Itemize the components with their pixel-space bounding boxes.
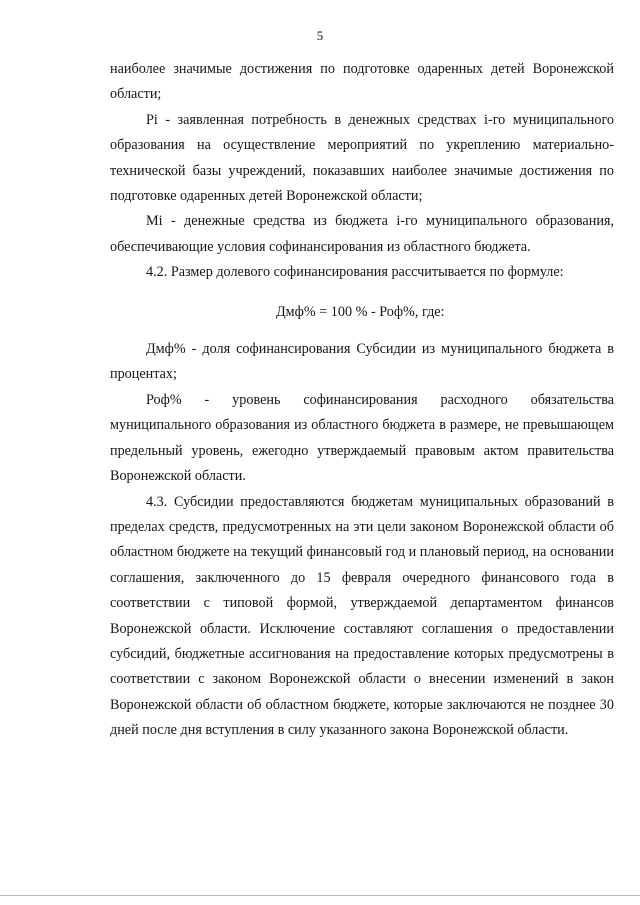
bottom-rule	[0, 895, 640, 896]
paragraph-pi-definition: Pi - заявленная потребность в денежных средствах i-го муниципального образования на осуществление мероприятий по укреплению материально-технической базы учреждений, показавших наиболее значимые достижения по подготовке одаренных детей Воронежской области;	[110, 111, 614, 205]
formula: Дмф% = 100 % - Роф%, где:	[276, 303, 445, 320]
paragraph-4-3: 4.3. Субсидии предоставляются бюджетам муниципальных образований в пределах средств, предусмотренных на эти цели законом Воронежской области об областном бюджете на текущий финансовый год и плановый период, на основании соглашения, заключенного до 15 февраля очередного финансового года в соответствии с типовой формой, утверждаемой департаментом финансов Воронежской области. Исключение составляют соглашения о предоставлении субсидий, бюджетные ассигнования на предоставление которых предусмотрены в соответствии с законом Воронежской области о внесении изменений в закон Воронежской области об областном бюджете, которые заключаются не позднее 30 дней после дня вступления в силу указанного закона Воронежской области.	[110, 493, 614, 739]
document-body	[110, 57, 614, 744]
paragraph-4-2: 4.2. Размер долевого софинансирования рассчитывается по формуле:	[146, 264, 564, 281]
paragraph-rof-definition: Роф% - уровень софинансирования расходного обязательства муниципального образования из областного бюджета в размере, не превышающем предельный уровень, ежегодно утверждаемый правовым актом правительства Воронежской области.	[110, 391, 614, 485]
page-number: 5	[316, 28, 324, 43]
paragraph-dmf-definition: Дмф% - доля софинансирования Субсидии из муниципального бюджета в процентах;	[110, 341, 614, 383]
paragraph-continuation: наиболее значимые достижения по подготовке одаренных детей Воронежской области;	[110, 61, 614, 103]
paragraph-mi-definition: Mi - денежные средства из бюджета i-го муниципального образования, обеспечивающие условия софинансирования из областного бюджета.	[110, 213, 614, 255]
